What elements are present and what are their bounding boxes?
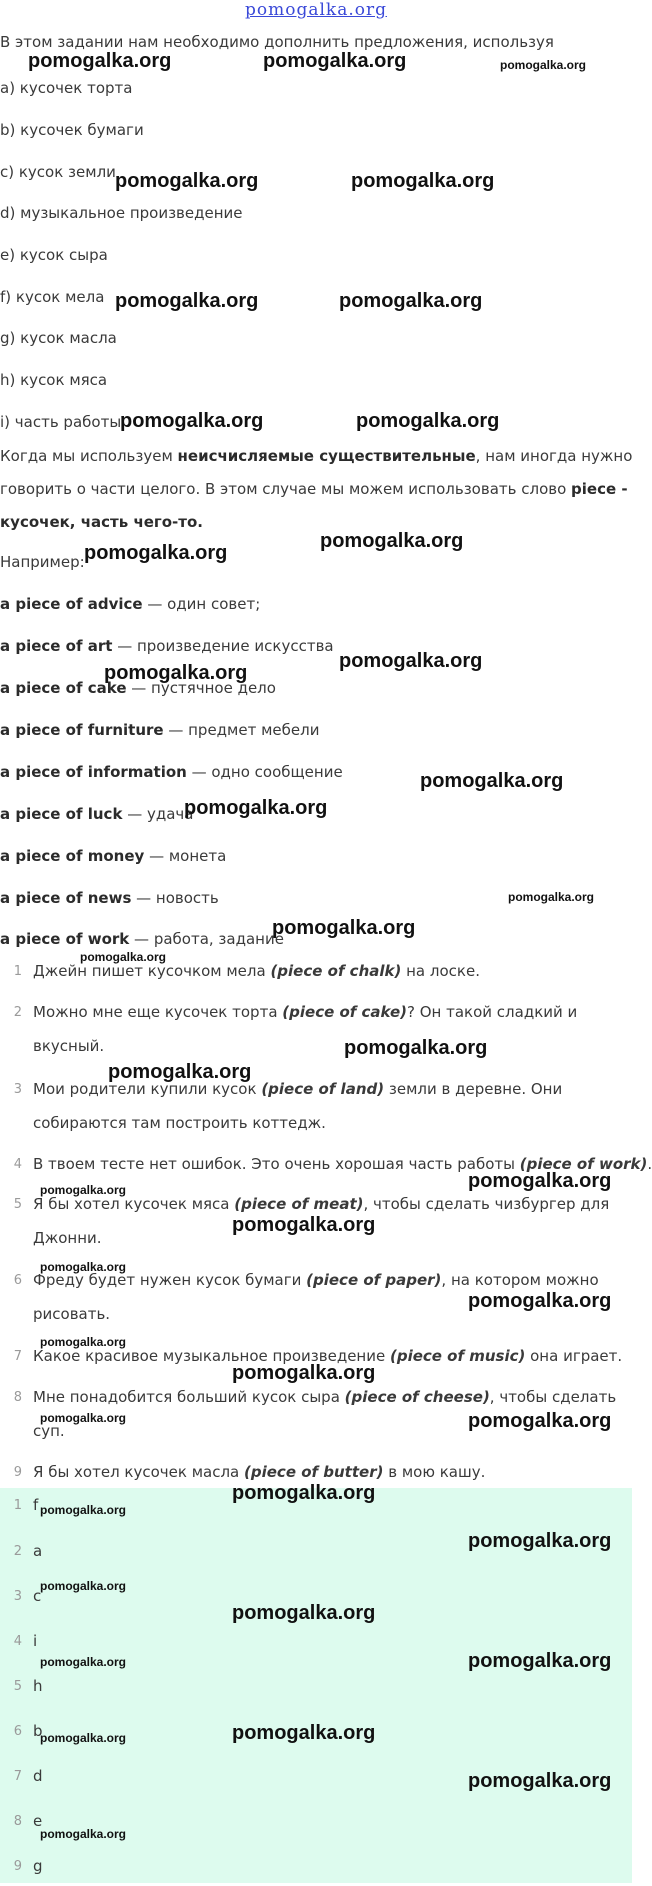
watermark: pomogalka.org — [108, 1061, 252, 1083]
watermark: pomogalka.org — [40, 1579, 127, 1593]
answer-number: 1 — [13, 1498, 22, 1513]
watermark: pomogalka.org — [468, 1290, 612, 1312]
watermark: pomogalka.org — [115, 170, 259, 192]
answer-value: h — [33, 1677, 43, 1695]
watermark: pomogalka.org — [500, 58, 587, 72]
example-item: a piece of art — произведение искусства — [0, 637, 334, 655]
watermark: pomogalka.org — [40, 1260, 127, 1274]
sentence-line-continued: собираются там построить коттедж. — [33, 1114, 326, 1132]
watermark: pomogalka.org — [232, 1602, 376, 1624]
watermark: pomogalka.org — [351, 170, 495, 192]
site-logo[interactable]: pomogalka.org — [244, 0, 387, 20]
watermark: pomogalka.org — [420, 770, 564, 792]
sentence-line: Мои родители купили кусок (piece of land) земли в деревне. Они — [33, 1080, 563, 1098]
option-f: f) кусок мела — [0, 288, 105, 306]
example-item: a piece of luck — удача — [0, 805, 194, 823]
example-item: a piece of furniture — предмет мебели — [0, 721, 320, 739]
answer-number: 6 — [13, 1724, 22, 1739]
watermark: pomogalka.org — [40, 1183, 127, 1197]
watermark: pomogalka.org — [28, 50, 172, 72]
watermark: pomogalka.org — [184, 797, 328, 819]
sentence-number: 6 — [13, 1273, 22, 1288]
answer-number: 7 — [13, 1769, 22, 1784]
answer-number: 4 — [13, 1634, 22, 1649]
sentence-line: Я бы хотел кусочек масла (piece of butter) в мою кашу. — [33, 1463, 486, 1481]
theory-line-2: говорить о части целого. В этом случае мы можем использовать слово piece - — [0, 480, 628, 498]
sentence-number: 8 — [13, 1390, 22, 1405]
watermark: pomogalka.org — [40, 1335, 127, 1349]
watermark: pomogalka.org — [468, 1650, 612, 1672]
sentence-number: 3 — [13, 1082, 22, 1097]
answer-value: a — [33, 1542, 43, 1560]
answer-number: 3 — [13, 1589, 22, 1604]
answer-number: 9 — [13, 1859, 22, 1874]
example-item: a piece of advice — один совет; — [0, 595, 261, 613]
example-item: a piece of work — работа, задание — [0, 930, 284, 948]
sentence-line-continued: Джонни. — [33, 1229, 102, 1247]
example-label: Например: — [0, 553, 85, 571]
theory-line-1: Когда мы используем неисчисляемые существительные, нам иногда нужно — [0, 447, 633, 465]
sentence-number: 7 — [13, 1349, 22, 1364]
answer-value: i — [33, 1632, 38, 1650]
sentence-number: 1 — [13, 964, 22, 979]
sentence-number: 5 — [13, 1197, 22, 1212]
watermark: pomogalka.org — [40, 1411, 127, 1425]
answer-number: 8 — [13, 1814, 22, 1829]
sentence-line: В твоем тесте нет ошибок. Это очень хорошая часть работы (piece of work). — [33, 1155, 652, 1173]
sentence-number: 9 — [13, 1465, 22, 1480]
watermark: pomogalka.org — [232, 1722, 376, 1744]
watermark: pomogalka.org — [40, 1731, 127, 1745]
option-i: i) часть работы — [0, 413, 122, 431]
option-g: g) кусок масла — [0, 329, 117, 347]
option-b: b) кусочек бумаги — [0, 121, 144, 139]
watermark: pomogalka.org — [40, 1503, 127, 1517]
watermark: pomogalka.org — [356, 410, 500, 432]
watermark: pomogalka.org — [339, 650, 483, 672]
sentence-line: Мне понадобится больший кусок сыра (piece of cheese), чтобы сделать — [33, 1388, 617, 1406]
answer-number: 5 — [13, 1679, 22, 1694]
answer-number: 2 — [13, 1544, 22, 1559]
watermark: pomogalka.org — [339, 290, 483, 312]
answer-value: c — [33, 1587, 42, 1605]
watermark: pomogalka.org — [344, 1037, 488, 1059]
sentence-number: 4 — [13, 1157, 22, 1172]
sentence-line: Какое красивое музыкальное произведение (piece of music) она играет. — [33, 1347, 623, 1365]
watermark: pomogalka.org — [508, 890, 595, 904]
watermark: pomogalka.org — [272, 917, 416, 939]
watermark: pomogalka.org — [120, 410, 264, 432]
watermark: pomogalka.org — [232, 1214, 376, 1236]
sentence-line-continued: рисовать. — [33, 1305, 111, 1323]
sentence-line: Я бы хотел кусочек мяса (piece of meat), чтобы сделать чизбургер для — [33, 1195, 610, 1213]
watermark: pomogalka.org — [263, 50, 407, 72]
sentence-line-continued: суп. — [33, 1422, 65, 1440]
watermark: pomogalka.org — [468, 1410, 612, 1432]
watermark: pomogalka.org — [115, 290, 259, 312]
sentence-number: 2 — [13, 1005, 22, 1020]
answer-value: g — [33, 1857, 43, 1875]
theory-line-3: кусочек, часть чего-то. — [0, 513, 203, 531]
sentence-line: Джейн пишет кусочком мела (piece of chalk) на лоске. — [33, 962, 480, 980]
answer-value: d — [33, 1767, 43, 1785]
option-e: e) кусок сыра — [0, 246, 108, 264]
example-item: a piece of cake — пустячное дело — [0, 679, 276, 697]
example-item: a piece of information — одно сообщение — [0, 763, 343, 781]
sentence-line: Можно мне еще кусочек торта (piece of cake)? Он такой сладкий и — [33, 1003, 578, 1021]
sentence-line: Фреду будет нужен кусок бумаги (piece of paper), на котором можно — [33, 1271, 599, 1289]
option-d: d) музыкальное произведение — [0, 204, 243, 222]
sentence-line-continued: вкусный. — [33, 1037, 105, 1055]
answer-value: e — [33, 1812, 43, 1830]
example-item: a piece of money — монета — [0, 847, 227, 865]
watermark: pomogalka.org — [40, 1655, 127, 1669]
example-item: a piece of news — новость — [0, 889, 219, 907]
option-a: a) кусочек торта — [0, 79, 133, 97]
task-intro: В этом задании нам необходимо дополнить предложения, используя — [0, 33, 554, 51]
answer-value: b — [33, 1722, 43, 1740]
answer-value: f — [33, 1496, 39, 1514]
watermark: pomogalka.org — [80, 950, 167, 964]
watermark: pomogalka.org — [84, 542, 228, 564]
option-c: c) кусок земли — [0, 163, 116, 181]
watermark: pomogalka.org — [468, 1170, 612, 1192]
watermark: pomogalka.org — [232, 1362, 376, 1384]
watermark: pomogalka.org — [40, 1827, 127, 1841]
watermark: pomogalka.org — [320, 530, 464, 552]
watermark: pomogalka.org — [232, 1482, 376, 1504]
watermark: pomogalka.org — [468, 1530, 612, 1552]
watermark: pomogalka.org — [104, 662, 248, 684]
option-h: h) кусок мяса — [0, 371, 108, 389]
watermark: pomogalka.org — [468, 1770, 612, 1792]
